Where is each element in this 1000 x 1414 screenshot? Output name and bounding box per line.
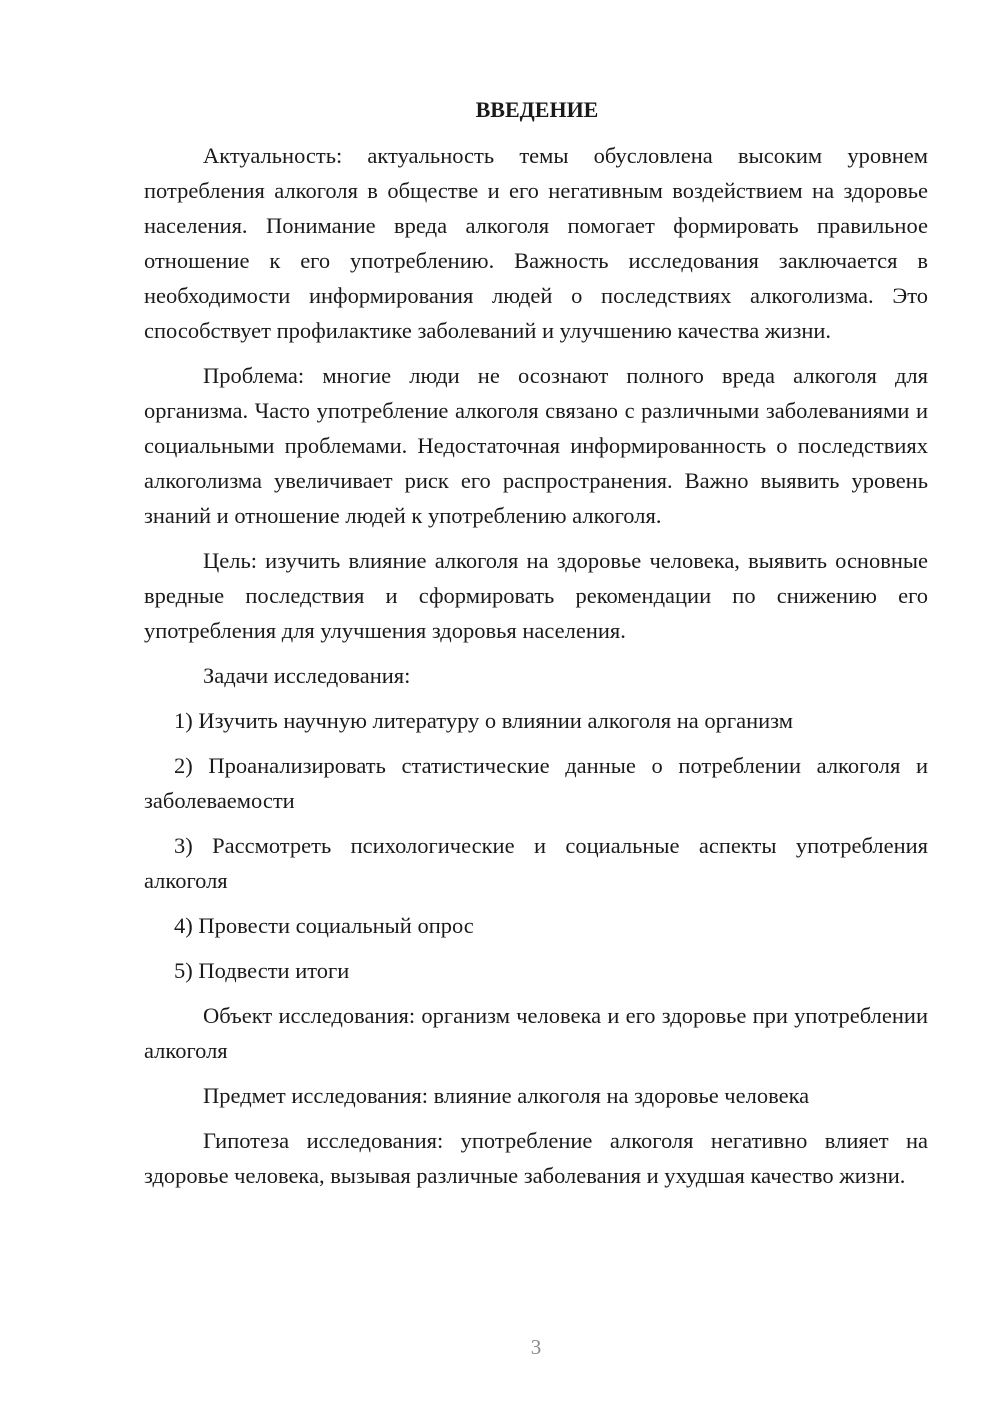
object-paragraph: Объект исследования: организм человека и его здоровье при употреблении алкоголя — [144, 1003, 928, 1063]
tasks-heading: Задачи исследования: — [203, 663, 411, 688]
task-item-4: 4) Провести социальный опрос — [174, 913, 474, 938]
problem-paragraph: Проблема: многие люди не осознают полного вреда алкоголя для организма. Часто употребление алкоголя связано с различными заболеваниями и социальными проблемами. Недостаточная информированность о последствиях алкоголизма увеличивает риск его распространения. Важно выявить уровень знаний и отношение людей к употреблению алкоголя. — [144, 363, 928, 528]
goal-paragraph: Цель: изучить влияние алкоголя на здоровье человека, выявить основные вредные последствия и сформировать рекомендации по снижению его употребления для улучшения здоровья населения. — [144, 548, 928, 643]
task-item-2: 2) Проанализировать статистические данные о потреблении алкоголя и заболеваемости — [144, 753, 928, 813]
task-item-3: 3) Рассмотреть психологические и социальные аспекты употребления алкоголя — [144, 833, 928, 893]
relevance-paragraph: Актуальность: актуальность темы обусловлена высоким уровнем потребления алкоголя в обществе и его негативным воздействием на здоровье населения. Понимание вреда алкоголя помогает формировать правильное отношение к его употреблению. Важность исследования заключается в необходимости информирования людей о последствиях алкоголизма. Это способствует профилактике заболеваний и улучшению качества жизни. — [144, 143, 928, 343]
document-body — [144, 96, 928, 1203]
hypothesis-paragraph: Гипотеза исследования: употребление алкоголя негативно влияет на здоровье человека, вызывая различные заболевания и ухудшая качество жизни. — [144, 1128, 928, 1188]
task-item-5: 5) Подвести итоги — [174, 958, 350, 983]
subject-paragraph: Предмет исследования: влияние алкоголя на здоровье человека — [203, 1083, 810, 1108]
task-item-1: 1) Изучить научную литературу о влиянии алкоголя на организм — [174, 708, 793, 733]
page-title: ВВЕДЕНИЕ — [475, 97, 599, 122]
page-number: 3 — [530, 1335, 542, 1359]
